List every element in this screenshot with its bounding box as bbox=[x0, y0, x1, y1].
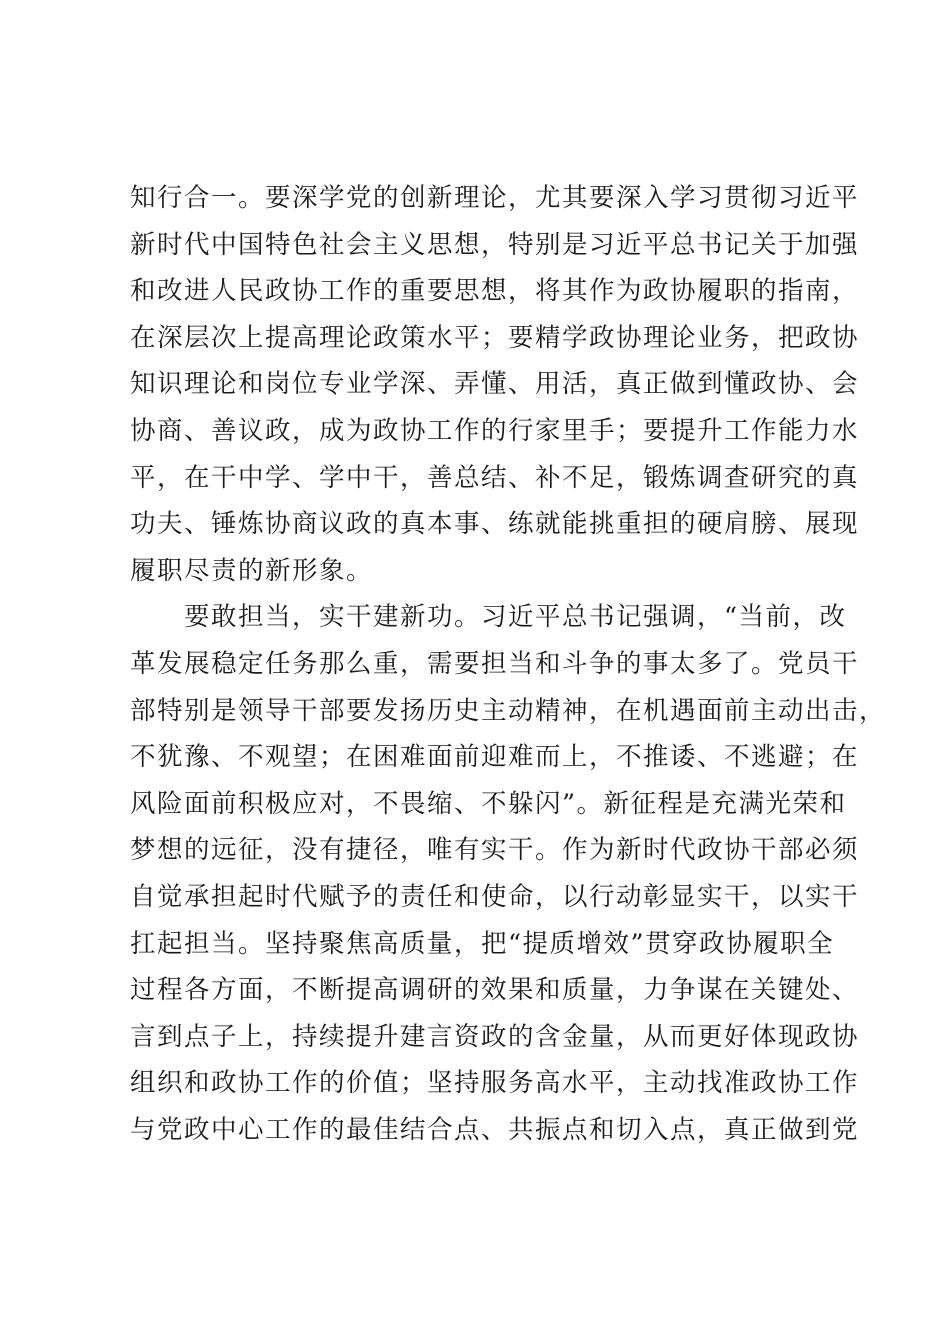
text-line: 梦想的远征，没有捷径，唯有实干。作为新时代政协干部必须 bbox=[130, 835, 860, 866]
text-line: 平，在干中学、学中干，善总结、补不足，锻炼调查研究的真 bbox=[130, 462, 860, 493]
text-line: 履职尽责的新形象。 bbox=[130, 555, 374, 586]
text-line: 不犹豫、不观望；在困难面前迎难而上，不推诿、不逃避；在 bbox=[130, 742, 860, 773]
text-line: 扛起担当。坚持聚焦高质量，把“提质增效”贯穿政协履职全 bbox=[130, 928, 835, 959]
text-line: 知识理论和岗位专业学深、弄懂、用活，真正做到懂政协、会 bbox=[130, 369, 860, 400]
text-line: 要敢担当，实干建新功。习近平总书记强调，“当前，改 bbox=[130, 602, 847, 633]
text-line: 革发展稳定任务那么重，需要担当和斗争的事太多了。党员干 bbox=[130, 648, 860, 679]
text-line: 知行合一。要深学党的创新理论，尤其要深入学习贯彻习近平 bbox=[130, 183, 860, 213]
text-line: 自觉承担起时代赋予的责任和使命，以行动彰显实干，以实干 bbox=[130, 881, 860, 912]
text-line: 与党政中心工作的最佳结合点、共振点和切入点，真正做到党 bbox=[130, 1114, 860, 1145]
body-text bbox=[130, 175, 887, 1153]
text-line: 在深层次上提高理论政策水平；要精学政协理论业务，把政协 bbox=[130, 322, 860, 353]
text-line: 组织和政协工作的价值；坚持服务高水平，主动找准政协工作 bbox=[130, 1068, 860, 1099]
text-line: 协商、善议政，成为政协工作的行家里手；要提升工作能力水 bbox=[130, 415, 860, 446]
text-line: 风险面前积极应对，不畏缩、不躲闪”。新征程是充满光荣和 bbox=[130, 788, 847, 819]
text-line: 过程各方面，不断提高调研的效果和质量，力争谋在关键处、 bbox=[130, 975, 860, 1006]
text-line: 新时代中国特色社会主义思想，特别是习近平总书记关于加强 bbox=[130, 229, 860, 260]
text-line: 言到点子上，持续提升建言资政的含金量，从而更好体现政协 bbox=[130, 1021, 860, 1052]
text-line: 部特别是领导干部要发扬历史主动精神，在机遇面前主动出击， bbox=[130, 695, 887, 726]
text-line: 功夫、锤炼协商议政的真本事、练就能挑重担的硬肩膀、展现 bbox=[130, 509, 860, 540]
text-line: 和改进人民政协工作的重要思想，将其作为政协履职的指南， bbox=[130, 276, 860, 307]
